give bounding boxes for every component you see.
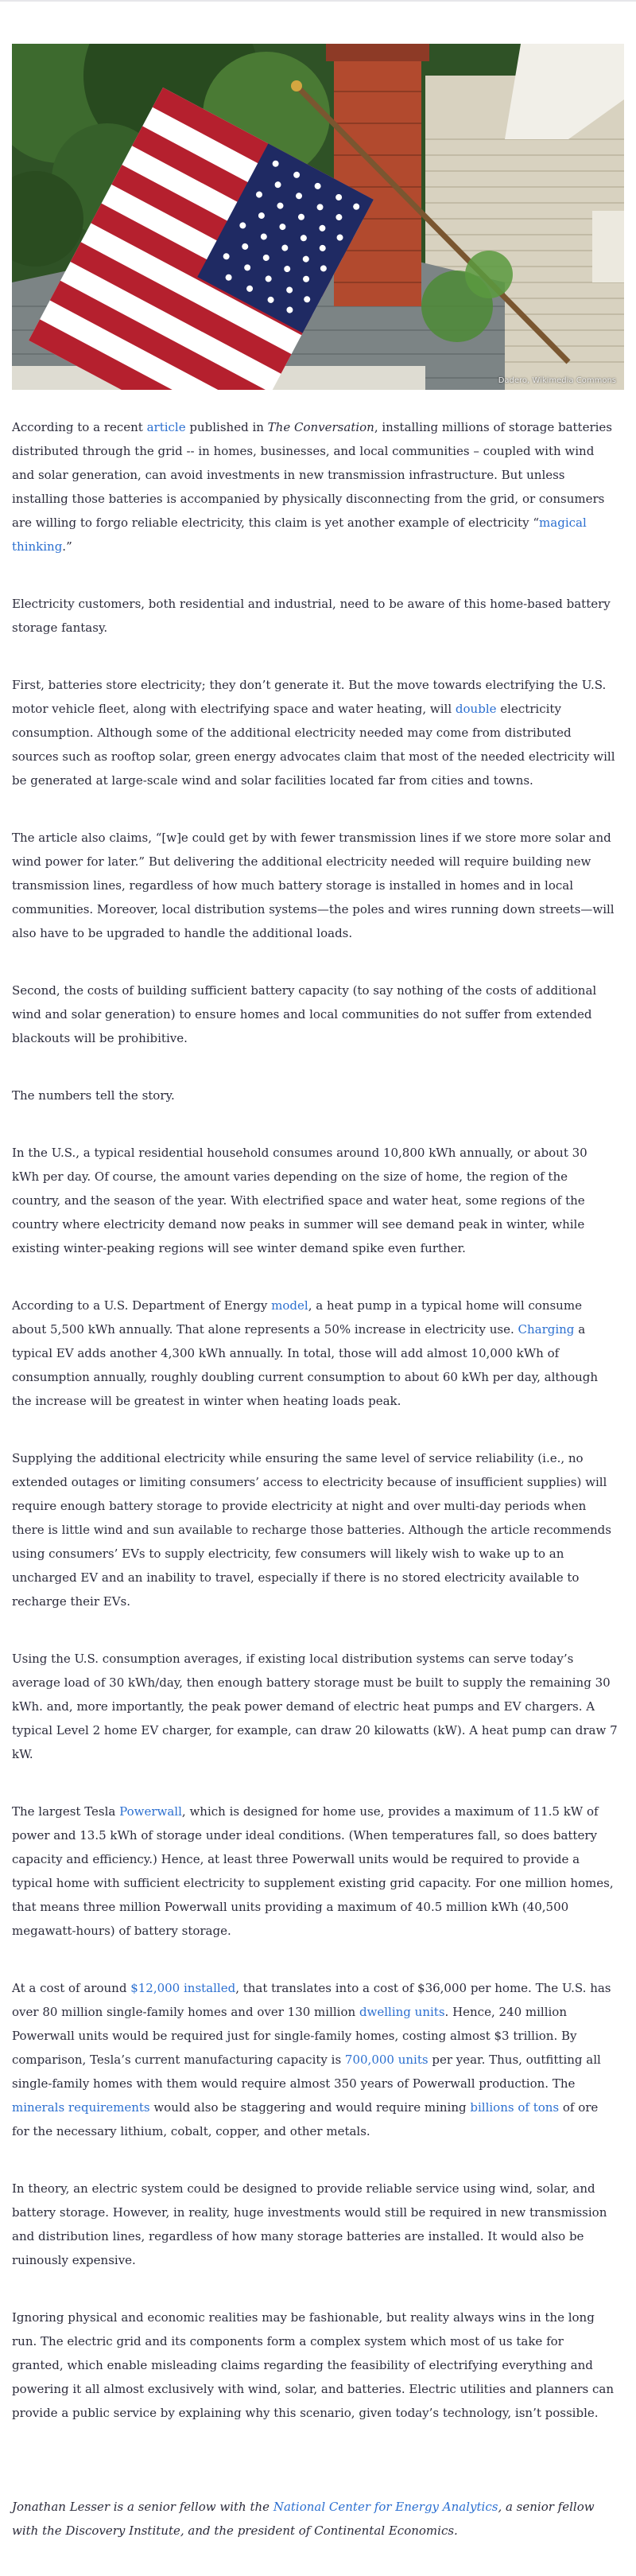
- paragraph: [12, 1976, 618, 2143]
- bio-paragraph: [12, 2495, 618, 2543]
- publication-name: The Conversation: [267, 420, 374, 434]
- text: per year. Thus, outfitting all single-family homes with them would require almost 350 years of Powerwall production. The: [12, 2053, 601, 2091]
- paragraph: [12, 1800, 618, 1943]
- text: .”: [62, 539, 72, 554]
- article-body: [12, 415, 618, 2576]
- flag-house-photo: [12, 44, 624, 390]
- model-link[interactable]: model: [271, 1298, 308, 1313]
- paragraph: [12, 1294, 618, 1413]
- dwelling-units-link[interactable]: dwelling units: [359, 2005, 445, 2019]
- author-bio: [12, 2495, 618, 2543]
- charging-link[interactable]: Charging: [518, 1322, 575, 1337]
- text: According to a recent: [12, 420, 147, 434]
- text: published in: [185, 420, 268, 434]
- paragraph: The numbers tell the story.: [12, 1088, 175, 1103]
- minerals-requirements-link[interactable]: minerals requirements: [12, 2100, 150, 2115]
- paragraph: In theory, an electric system could be designed to provide reliable service using wind, solar, and battery storage. However, in reality, huge investments would still be required in new transmission and distribution lines, regardless of how many storage batteries are installed. It would also be ruinously expensive.: [12, 2181, 607, 2267]
- article-link[interactable]: article: [146, 420, 186, 434]
- paragraph: In the U.S., a typical residential household consumes around 10,800 kWh annually, or about 30 kWh per day. Of course, the amount varies depending on the size of home, the region of the country, and the season of the year. With electrified space and water heat, some regions of the country where electricity demand now peaks in summer will see demand peak in winter, while existing winter-peaking regions will see winter demand spike even further.: [12, 1146, 588, 1255]
- units-capacity-link[interactable]: 700,000 units: [344, 2053, 429, 2067]
- text: , a heat pump in a typical home will consume about 5,500 kWh annually. That alone represents a 50% increase in electricity use.: [12, 1298, 582, 1337]
- hero-image: [12, 44, 624, 390]
- paragraph: Supplying the additional electricity while ensuring the same level of service reliability (i.e., no extended outages or limiting consumers’ access to electricity because of insufficient supplies) will require enough battery storage to provide electricity at night and over multi-day periods when there is little wind and sun available to recharge those batteries. Although the article recommends using consumers’ EVs to supply electricity, few consumers will likely wish to wake up to an uncharged EV and an inability to travel, especially if there is no stored electricity available to recharge their EVs.: [12, 1451, 611, 1609]
- text: of ore for the necessary lithium, cobalt, copper, and other metals.: [12, 2100, 599, 2138]
- paragraph: Second, the costs of building sufficient battery capacity (to say nothing of the costs of additional wind and solar generation) to ensure homes and local communities do not suffer from extended blackouts will be prohibitive.: [12, 983, 597, 1045]
- photo-credit: Dadero, Wikimedia Commons: [498, 376, 616, 385]
- double-link[interactable]: double: [455, 702, 497, 716]
- text: a typical EV adds another 4,300 kWh annually. In total, those will add almost 10,000 kWh of consumption annually, roughly doubling current consumption to about 60 kWh per day, although the increase will be greatest in winter when heating loads peak.: [12, 1322, 599, 1408]
- text: . Hence, 240 million Powerwall units would be required just for single-family homes, costing almost $3 trillion. By comparison, Tesla’s current manufacturing capacity is: [12, 2005, 577, 2067]
- text: , a senior fellow with the Discovery Institute, and the president of Continental Economics.: [12, 2500, 595, 2538]
- paragraph: Electricity customers, both residential and industrial, need to be aware of this home-based battery storage fantasy.: [12, 597, 611, 635]
- paragraph: Ignoring physical and economic realities may be fashionable, but reality always wins in the long run. The electric grid and its components form a complex system which most of us take for granted, which enable misleading claims regarding the feasibility of electrifying everything and powering it all almost exclusively with wind, solar, and batteries. Electric utilities and planners can provide a public service by explaining why this scenario, given today’s technology, isn’t possible.: [12, 2310, 614, 2420]
- text: electricity consumption. Although some of the additional electricity needed may come from distributed sources such as rooftop solar, green energy advocates claim that most of the needed electricity will be generated at large-scale wind and solar facilities located far from cities and towns.: [12, 702, 615, 788]
- text: would also be staggering and would require mining: [149, 2100, 471, 2115]
- text: , installing millions of storage batteries distributed through the grid -- in homes, businesses, and local communities – coupled with wind and solar generation, can avoid investments in new transmission infrastructure. But unless installing those batteries is accompanied by physically disconnecting from the grid, or consumers are willing to forgo reliable electricity, this claim is yet another example of electricity “: [12, 420, 612, 530]
- top-divider: [0, 0, 636, 2]
- paragraph: The article also claims, “[w]e could get by with fewer transmission lines if we store more solar and wind power for later.” But delivering the additional electricity needed will require building new transmission lines, regardless of how much battery storage is installed in homes and in local communities. Moreover, local distribution systems—the poles and wires running down streets—will also have to be upgraded to handle the additional loads.: [12, 831, 615, 940]
- paragraph: [12, 415, 618, 558]
- text: The largest Tesla: [12, 1804, 120, 1819]
- magical-thinking-link[interactable]: magical thinking: [12, 516, 587, 554]
- powerwall-link[interactable]: Powerwall: [119, 1804, 182, 1819]
- text: According to a U.S. Department of Energy: [12, 1298, 272, 1313]
- text: , that translates into a cost of $36,000 per home. The U.S. has over 80 million single-family homes and over 130 million: [12, 1981, 611, 2019]
- installed-cost-link[interactable]: $12,000 installed: [130, 1981, 236, 1995]
- paragraph: [12, 673, 618, 792]
- text: Jonathan Lesser is a senior fellow with the: [12, 2500, 273, 2514]
- text: , which is designed for home use, provides a maximum of 11.5 kW of power and 13.5 kWh of storage under ideal conditions. (When temperatures fall, so does battery capacity and efficiency.) Hence, at least three Powerwall units would be required to provide a typical home with sufficient electricity to supplement existing grid capacity. For one million homes, that means three million Powerwall units providing a maximum of 40.5 million kWh (40,500 megawatt-hours) of battery storage.: [12, 1804, 614, 1938]
- ncea-link[interactable]: National Center for Energy Analytics: [273, 2500, 498, 2514]
- text: At a cost of around: [12, 1981, 131, 1995]
- billions-of-tons-link[interactable]: billions of tons: [470, 2100, 560, 2115]
- text: First, batteries store electricity; they don’t generate it. But the move towards electrifying the U.S. motor vehicle fleet, along with electrifying space and water heating, will: [12, 678, 607, 716]
- paragraph: Using the U.S. consumption averages, if existing local distribution systems can serve today’s average load of 30 kWh/day, then enough battery storage must be built to supply the remaining 30 kWh. and, more importantly, the peak power demand of electric heat pumps and EV chargers. A typical Level 2 home EV charger, for example, can draw 20 kilowatts (kW). A heat pump can draw 7 kW.: [12, 1652, 618, 1761]
